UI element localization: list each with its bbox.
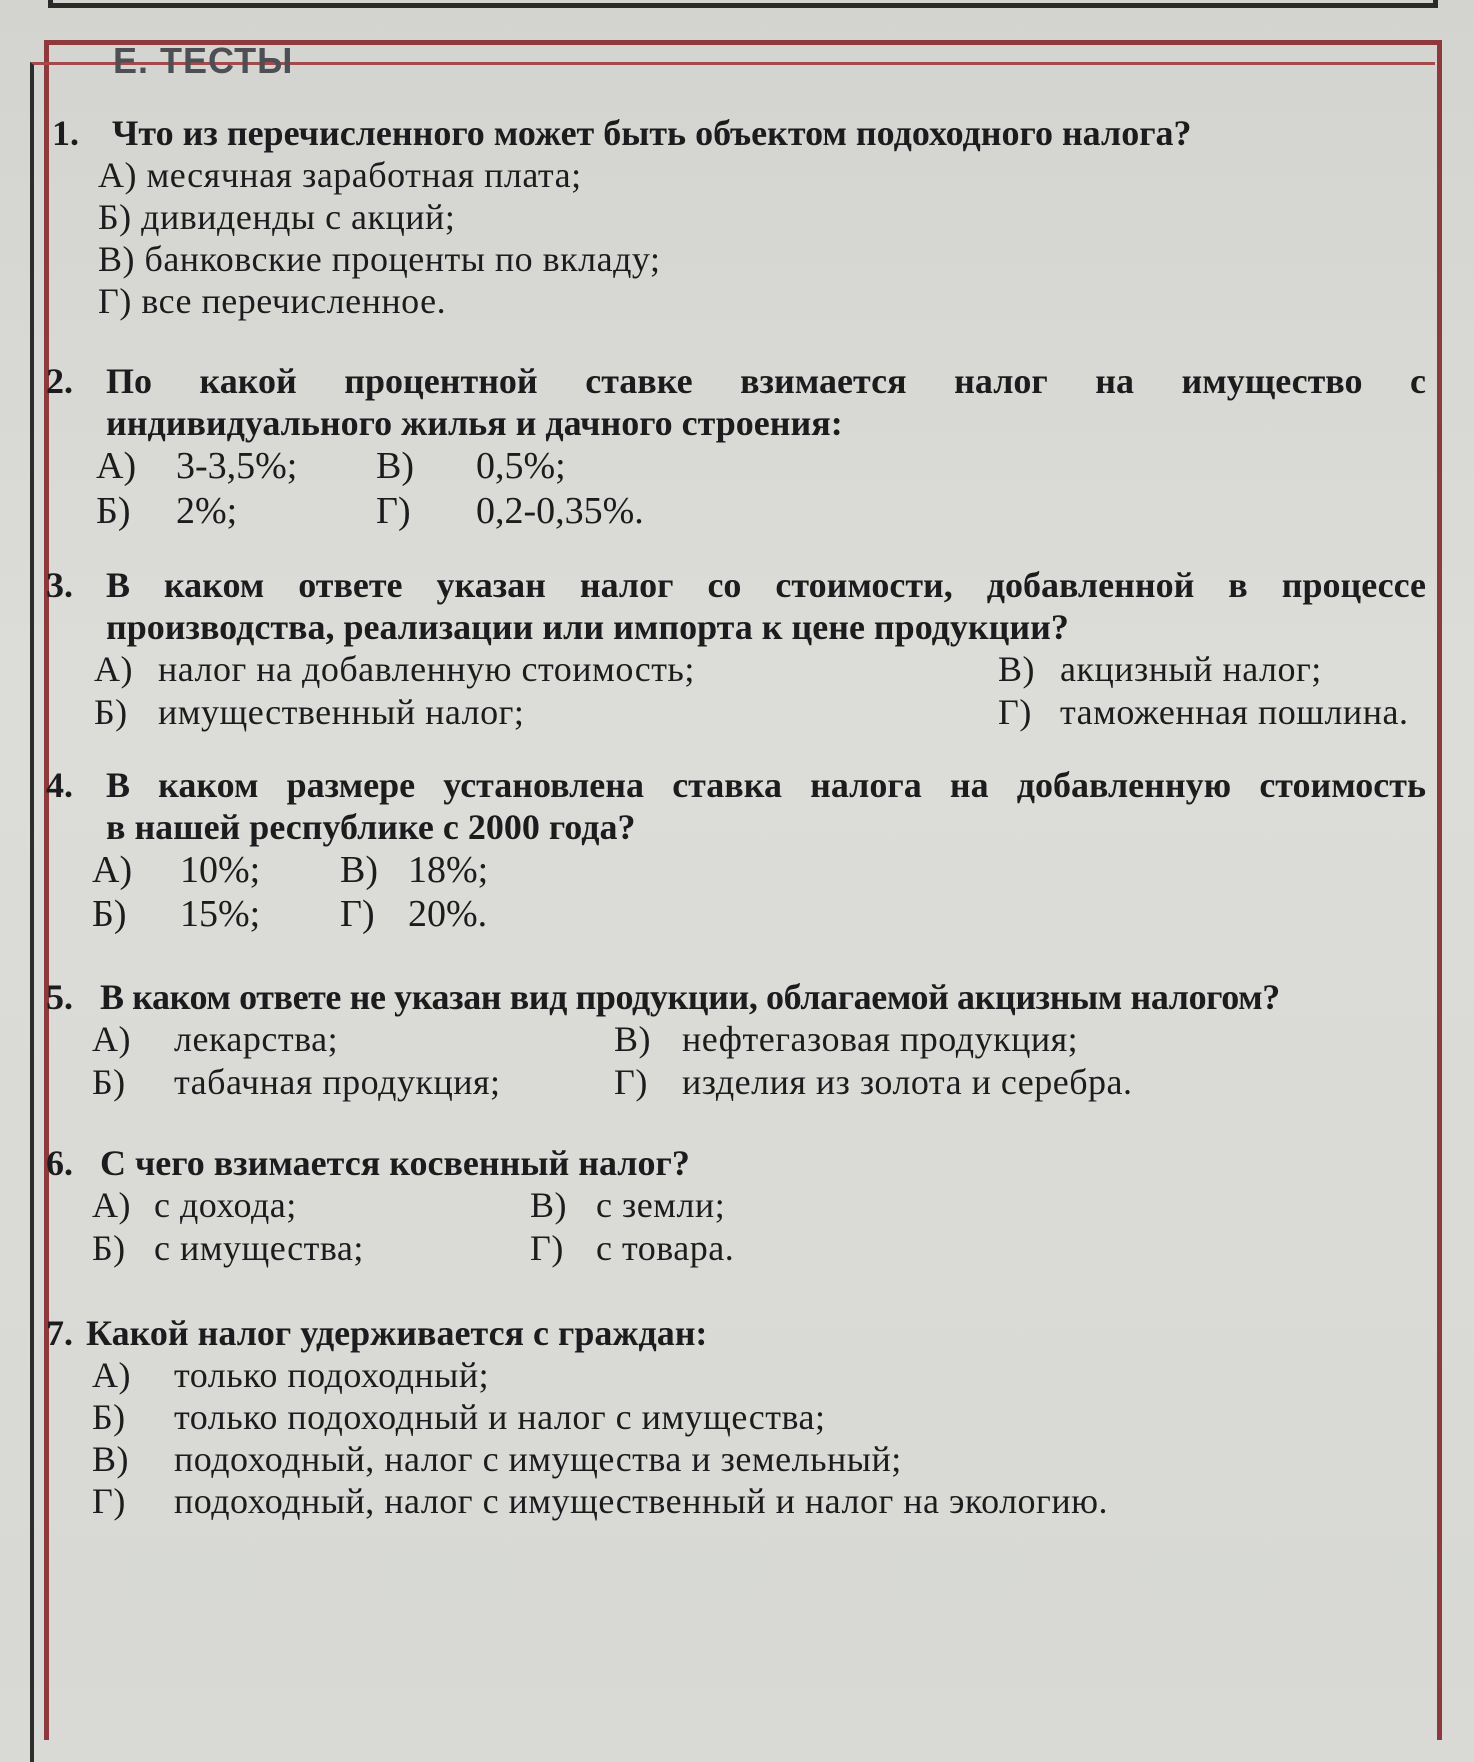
option-row	[92, 1354, 1446, 1396]
question-number: 4.	[46, 765, 73, 805]
question-5	[46, 976, 1446, 1104]
option-text[interactable]: с дохода;	[154, 1185, 297, 1225]
option-letter: А)	[92, 849, 133, 891]
option-text[interactable]: лекарства;	[174, 1019, 339, 1059]
option-text[interactable]: 0,2-0,35%.	[476, 490, 644, 532]
option-letter: Б)	[92, 893, 127, 935]
question-text: В каком ответе не указан вид продукции, облагаемой акцизным налогом?	[100, 977, 1280, 1017]
option-text[interactable]: изделия из золота и серебра.	[682, 1062, 1133, 1102]
question-3	[46, 564, 1446, 734]
option-row	[94, 691, 1446, 734]
option-letter: В)	[98, 239, 135, 279]
question-1	[46, 112, 1446, 322]
option-row	[92, 1018, 1446, 1061]
option-letter: В)	[376, 445, 414, 487]
option-text[interactable]: только подоходный и налог с имущества;	[174, 1397, 826, 1437]
option-letter: Г)	[998, 692, 1032, 732]
option-letter: В)	[530, 1185, 567, 1225]
option-row	[92, 1396, 1446, 1438]
option-text[interactable]: акцизный налог;	[1060, 649, 1322, 689]
option-text[interactable]: 15%;	[180, 893, 261, 935]
section-title: Е. ТЕСТЫ	[113, 40, 294, 81]
previous-section-box	[48, 0, 1438, 8]
option-letter: В)	[614, 1019, 651, 1059]
option-row	[98, 280, 1446, 322]
question-number: 7.	[46, 1313, 73, 1353]
question-number: 6.	[46, 1143, 73, 1183]
option-letter: А)	[92, 1019, 131, 1059]
option-letter: Г)	[614, 1062, 648, 1102]
options	[96, 444, 1446, 534]
question-number: 1.	[52, 113, 79, 153]
options	[92, 1184, 1446, 1270]
option-letter: Г)	[340, 893, 375, 935]
option-text[interactable]: все перечисленное.	[141, 281, 447, 321]
option-row	[92, 1438, 1446, 1480]
question-2	[46, 360, 1446, 534]
question-number: 2.	[46, 361, 73, 401]
option-text[interactable]: 18%;	[408, 849, 489, 891]
options	[94, 648, 1446, 734]
option-row	[96, 444, 1446, 489]
option-text[interactable]: нефтегазовая продукция;	[682, 1019, 1079, 1059]
option-text[interactable]: 10%;	[180, 849, 261, 891]
question-text-line1: В каком размере установлена ставка налога на добавленную стоимость	[106, 765, 1426, 805]
question-text: С чего взимается косвенный налог?	[100, 1143, 690, 1183]
option-letter: Г)	[98, 281, 132, 321]
option-letter: Г)	[376, 490, 411, 532]
option-text[interactable]: подоходный, налог с имущества и земельный;	[174, 1439, 902, 1479]
option-row	[96, 489, 1446, 534]
option-letter: В)	[998, 649, 1035, 689]
option-text[interactable]: только подоходный;	[174, 1355, 490, 1395]
option-letter: В)	[92, 1439, 129, 1479]
option-text[interactable]: с земли;	[596, 1185, 726, 1225]
option-text[interactable]: 2%;	[176, 490, 238, 532]
options	[92, 1354, 1446, 1522]
option-row	[94, 648, 1446, 691]
question-text: Какой налог удерживается с граждан:	[86, 1313, 708, 1353]
option-letter: А)	[98, 155, 137, 195]
question-text-line1: По какой процентной ставке взимается налог на имущество с	[106, 361, 1426, 401]
option-text[interactable]: таможенная пошлина.	[1060, 692, 1409, 732]
option-row	[92, 892, 1446, 936]
option-letter: Б)	[92, 1062, 126, 1102]
option-text[interactable]: имущественный налог;	[158, 692, 525, 732]
option-text[interactable]: банковские проценты по вкладу;	[144, 239, 661, 279]
question-number: 5.	[46, 977, 73, 1017]
option-letter: Б)	[98, 197, 132, 237]
question-7	[46, 1312, 1446, 1522]
option-letter: Г)	[530, 1228, 564, 1268]
options	[92, 848, 1446, 936]
option-text[interactable]: месячная заработная плата;	[146, 155, 582, 195]
option-letter: Б)	[92, 1228, 126, 1268]
options	[98, 154, 1446, 322]
option-row	[92, 1061, 1446, 1104]
option-text[interactable]: с товара.	[596, 1228, 735, 1268]
option-row	[98, 196, 1446, 238]
option-text[interactable]: 0,5%;	[476, 445, 566, 487]
option-letter: Г)	[92, 1481, 126, 1521]
question-6	[46, 1142, 1446, 1270]
option-text[interactable]: с имущества;	[154, 1228, 364, 1268]
option-letter: Б)	[92, 1397, 126, 1437]
option-row	[98, 238, 1446, 280]
question-number: 3.	[46, 565, 73, 605]
option-letter: А)	[92, 1355, 131, 1395]
test-questions	[46, 110, 1446, 1522]
question-text-line2: производства, реализации или импорта к цене продукции?	[106, 607, 1069, 647]
option-text[interactable]: дивиденды с акций;	[141, 197, 456, 237]
question-text-line2: в нашей республике с 2000 года?	[106, 807, 636, 847]
option-letter: Б)	[96, 490, 131, 532]
option-text[interactable]: налог на добавленную стоимость;	[158, 649, 695, 689]
question-4	[46, 764, 1446, 936]
option-text[interactable]: 3-3,5%;	[176, 445, 298, 487]
question-text-line2: индивидуального жилья и дачного строения:	[106, 403, 843, 443]
option-row	[92, 1184, 1446, 1227]
option-letter: А)	[92, 1185, 131, 1225]
option-row	[92, 848, 1446, 892]
option-text[interactable]: подоходный, налог с имущественный и налог на экологию.	[174, 1481, 1108, 1521]
option-letter: В)	[340, 849, 378, 891]
options	[92, 1018, 1446, 1104]
question-text: Что из перечисленного может быть объектом подоходного налога?	[112, 113, 1192, 153]
option-row	[92, 1227, 1446, 1270]
option-letter: А)	[96, 445, 137, 487]
option-letter: Б)	[94, 692, 128, 732]
option-text[interactable]: табачная продукция;	[174, 1062, 501, 1102]
option-row	[98, 154, 1446, 196]
option-text[interactable]: 20%.	[408, 893, 488, 935]
question-text-line1: В каком ответе указан налог со стоимости, добавленной в процессе	[106, 565, 1426, 605]
option-row	[92, 1480, 1446, 1522]
option-letter: А)	[94, 649, 133, 689]
